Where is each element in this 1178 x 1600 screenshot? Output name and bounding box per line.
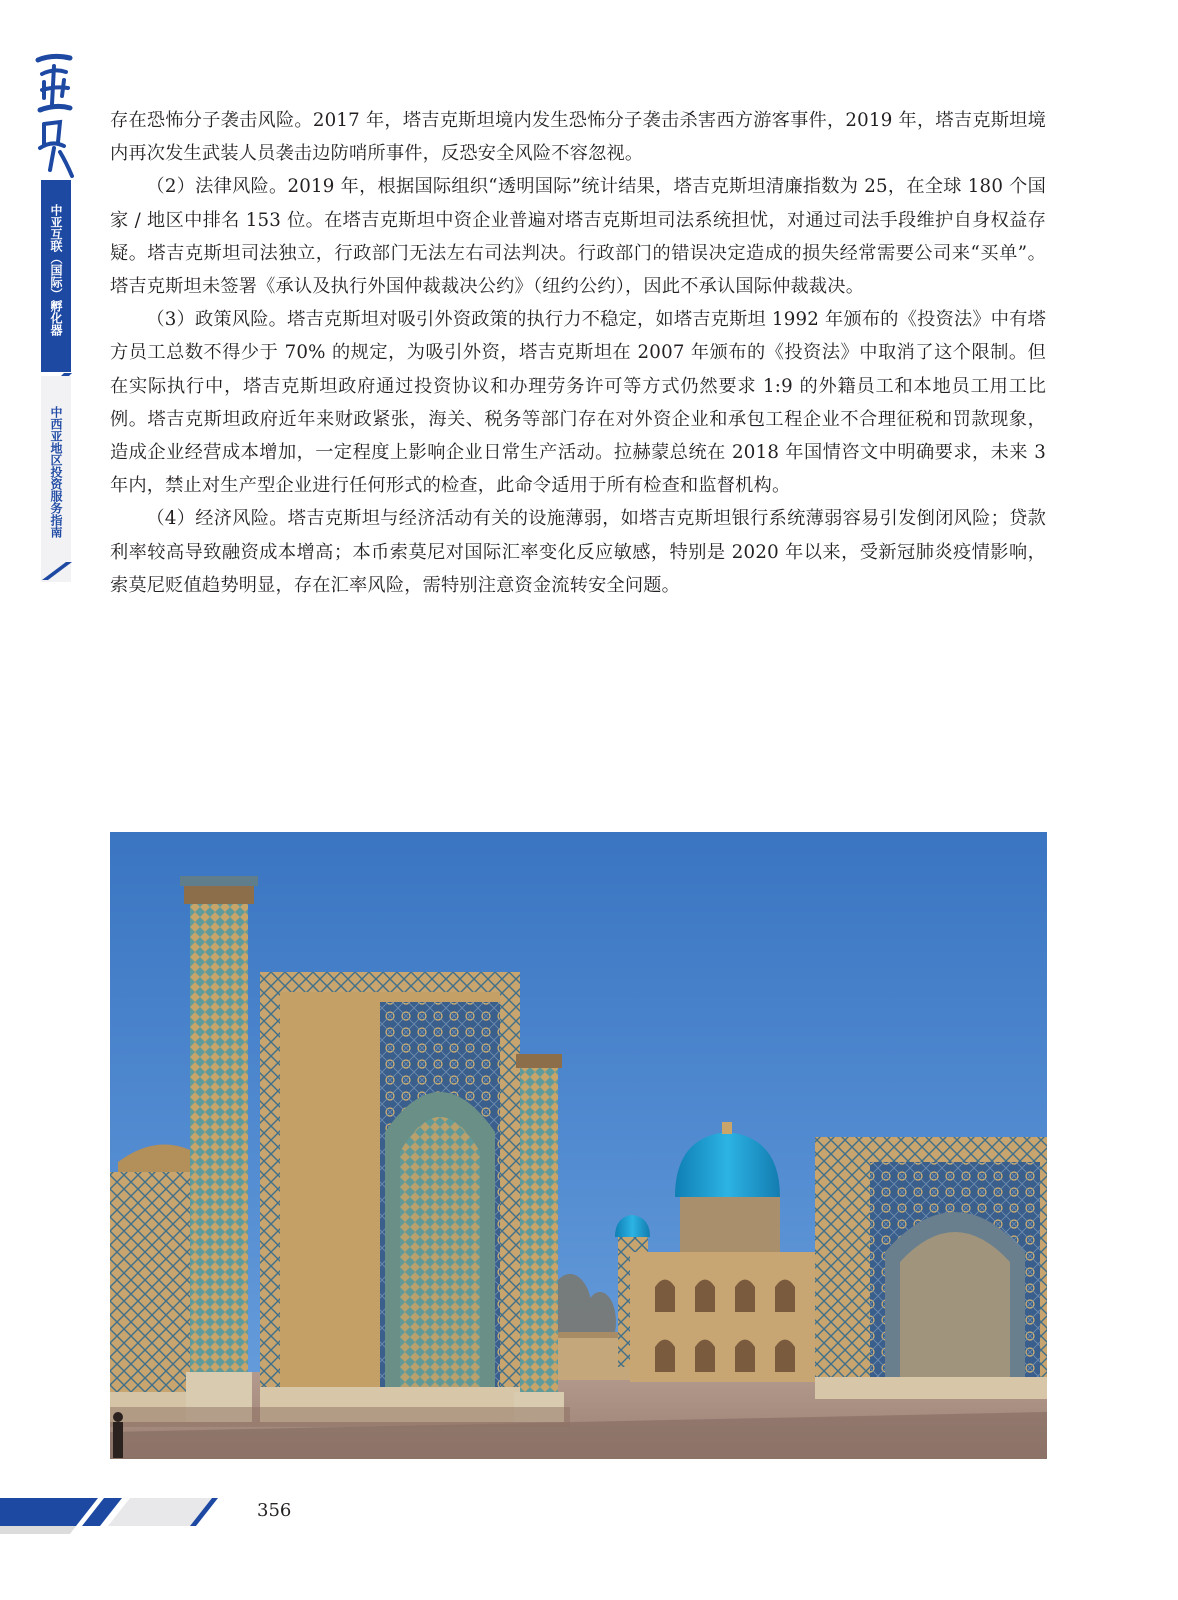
- paragraph-legal-risk: （2）法律风险。2019 年，根据国际组织“透明国际”统计结果，塔吉克斯坦清廉指数为 25，在全球 180 个国家 / 地区中排名 153 位。在塔吉克斯坦中资企业普遍对塔吉克斯坦司法系统担忧，对通过司法手段维护自身权益存疑。塔吉克斯坦司法独立，行政部门无法左右司法判决。行政部门的错误决定造成的损失经常需要公司来“买单”。塔吉克斯坦未签署《承认及执行外国仲裁裁决公约》（纽约公约），因此不承认国际仲裁裁决。: [110, 176, 1046, 298]
- paragraph-economic-risk: （4）经济风险。塔吉克斯坦与经济活动有关的设施薄弱，如塔吉克斯坦银行系统薄弱容易引发倒闭风险；贷款利率较高导致融资成本增高；本币索莫尼对国际汇率变化反应敏感，特别是 2020 年以来，受新冠肺炎疫情影响，索莫尼贬值趋势明显，存在汇率风险，需特别注意资金流转安全问题。: [110, 508, 1046, 596]
- slash-divider-icon: [38, 556, 74, 586]
- belt-road-logo: [30, 52, 80, 182]
- paragraph-policy-risk: （3）政策风险。塔吉克斯坦对吸引外资政策的执行力不稳定，如塔吉克斯坦 1992 年颁布的《投资法》中有塔方员工总数不得少于 70% 的规定，为吸引外资，塔吉克斯坦在 2007 年颁布的《投资法》中取消了这个限制。但在实际执行中，塔吉克斯坦政府通过投资协议和办理劳务许可等方式仍然要求 1:9 的外籍员工和本地员工用工比例。塔吉克斯坦政府近年来财政紧张，海关、税务等部门存在对外资企业和承包工程企业不合理征税和罚款现象，造成企业经营成本增加，一定程度上影响企业日常生产活动。拉赫蒙总统在 2018 年国情咨文中明确要求，未来 3 年内，禁止对生产型企业进行任何形式的检查，此命令适用于所有检查和监督机构。: [110, 309, 1046, 497]
- series-title: 中亚互联（国际）孵化器: [49, 204, 63, 336]
- paragraph-terror-risk: 存在恐怖分子袭击风险。2017 年，塔吉克斯坦境内发生恐怖分子袭击杀害西方游客事件，2019 年，塔吉克斯坦境内再次发生武装人员袭击边防哨所事件，反恐安全风险不容忽视。: [110, 110, 1046, 165]
- page-number: 356: [257, 1500, 292, 1521]
- book-title: 中西亚地区投资服务指南: [49, 406, 63, 538]
- footer-stripe-decoration: [0, 1490, 230, 1540]
- registan-photo: [110, 832, 1047, 1459]
- body-text: [110, 104, 1046, 602]
